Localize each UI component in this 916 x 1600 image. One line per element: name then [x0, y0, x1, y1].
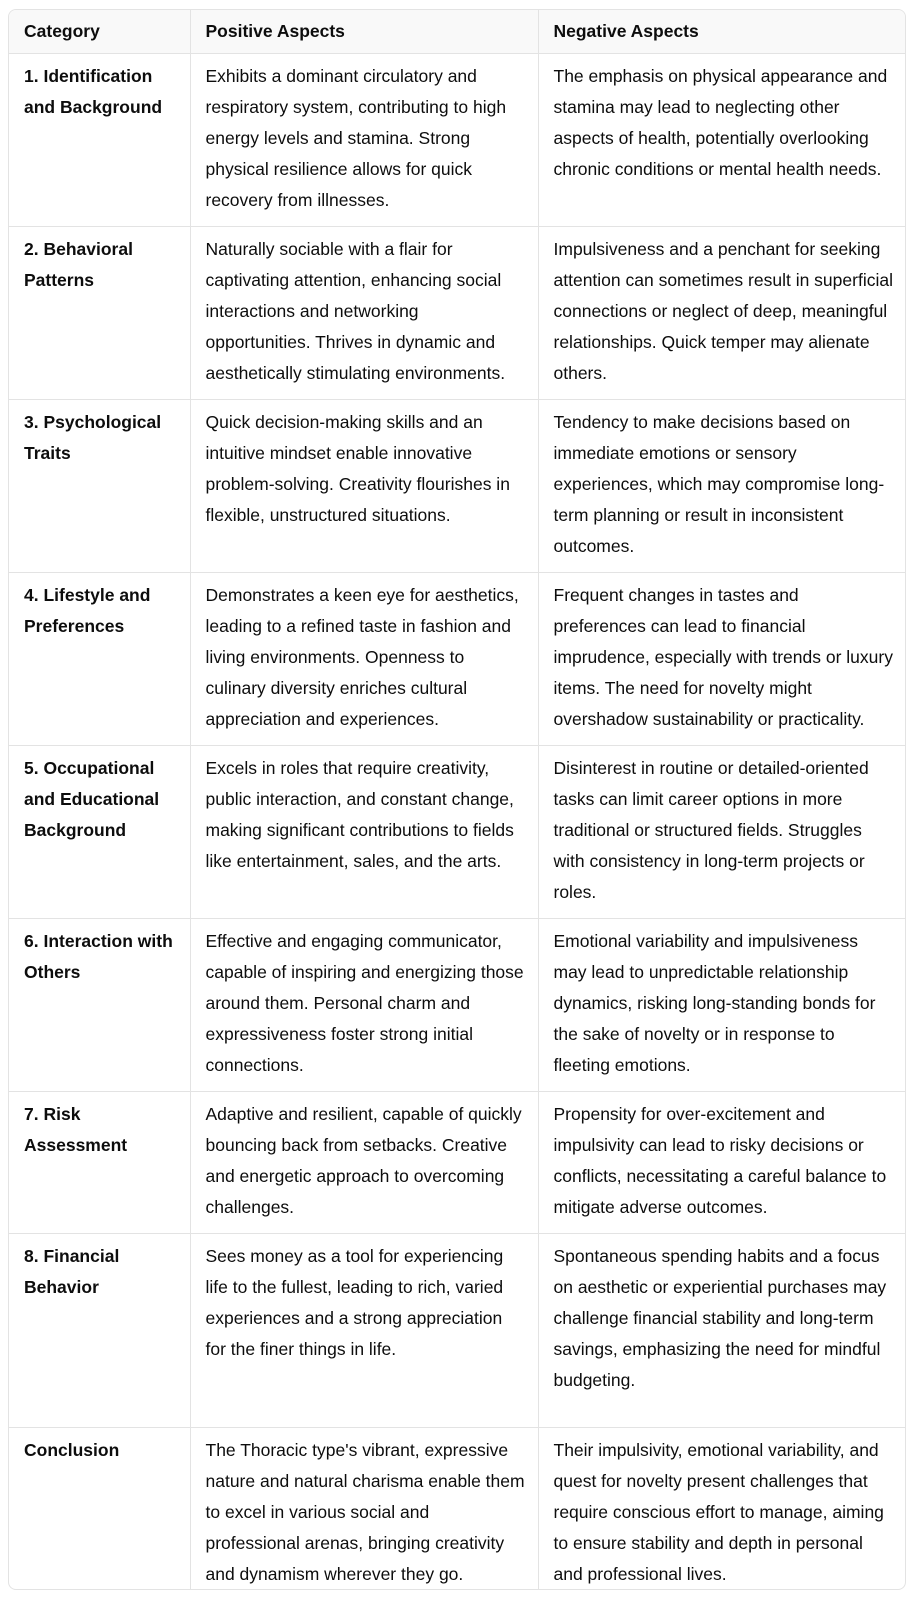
row-positive: Naturally sociable with a flair for captivating attention, enhancing social interactions and networking opportunities. Thrives in dynamic and aesthetically stimulating environments.: [190, 226, 538, 399]
row-category: 8. Financial Behavior: [9, 1233, 190, 1427]
row-negative: Their impulsivity, emotional variability, and quest for novelty present challenges that require conscious effort to manage, aiming to ensure stability and depth in personal and professional lives.: [538, 1427, 905, 1590]
row-positive: Effective and engaging communicator, capable of inspiring and energizing those around them. Personal charm and expressiveness foster strong initial connections.: [190, 918, 538, 1091]
header-negative-aspects: Negative Aspects: [538, 10, 905, 53]
table-row: [9, 572, 905, 745]
row-negative: The emphasis on physical appearance and stamina may lead to neglecting other aspects of health, potentially overlooking chronic conditions or mental health needs.: [538, 53, 905, 226]
table-header: [9, 10, 905, 53]
row-positive: Excels in roles that require creativity, public interaction, and constant change, making significant contributions to fields like entertainment, sales, and the arts.: [190, 745, 538, 918]
comparison-table: [9, 10, 905, 1590]
row-category: 3. Psychological Traits: [9, 399, 190, 572]
row-negative: Frequent changes in tastes and preferences can lead to financial imprudence, especially with trends or luxury items. The need for novelty might overshadow sustainability or practicality.: [538, 572, 905, 745]
table-body: [9, 53, 905, 1590]
row-positive: Demonstrates a keen eye for aesthetics, leading to a refined taste in fashion and living environments. Openness to culinary diversity enriches cultural appreciation and experiences.: [190, 572, 538, 745]
row-negative: Tendency to make decisions based on immediate emotions or sensory experiences, which may compromise long-term planning or result in inconsistent outcomes.: [538, 399, 905, 572]
row-positive: Quick decision-making skills and an intuitive mindset enable innovative problem-solving. Creativity flourishes in flexible, unstructured situations.: [190, 399, 538, 572]
row-category: 1. Identification and Background: [9, 53, 190, 226]
row-positive: Exhibits a dominant circulatory and respiratory system, contributing to high energy levels and stamina. Strong physical resilience allows for quick recovery from illnesses.: [190, 53, 538, 226]
table-row: [9, 1233, 905, 1427]
row-category: 4. Lifestyle and Preferences: [9, 572, 190, 745]
row-negative: Impulsiveness and a penchant for seeking attention can sometimes result in superficial connections or neglect of deep, meaningful relationships. Quick temper may alienate others.: [538, 226, 905, 399]
comparison-table-container: [8, 9, 906, 1590]
table-row: [9, 745, 905, 918]
row-negative: Spontaneous spending habits and a focus on aesthetic or experiential purchases may challenge financial stability and long-term savings, emphasizing the need for mindful budgeting.: [538, 1233, 905, 1427]
row-negative: Emotional variability and impulsiveness may lead to unpredictable relationship dynamics, risking long-standing bonds for the sake of novelty or in response to fleeting emotions.: [538, 918, 905, 1091]
table-row: [9, 1427, 905, 1590]
header-positive-aspects: Positive Aspects: [190, 10, 538, 53]
row-negative: Propensity for over-excitement and impulsivity can lead to risky decisions or conflicts, necessitating a careful balance to mitigate adverse outcomes.: [538, 1091, 905, 1233]
header-row: [9, 10, 905, 53]
table-row: [9, 399, 905, 572]
table-row: [9, 226, 905, 399]
row-positive: The Thoracic type's vibrant, expressive nature and natural charisma enable them to excel in various social and professional arenas, bringing creativity and dynamism wherever they go.: [190, 1427, 538, 1590]
row-positive: Adaptive and resilient, capable of quickly bouncing back from setbacks. Creative and energetic approach to overcoming challenges.: [190, 1091, 538, 1233]
row-positive: Sees money as a tool for experiencing life to the fullest, leading to rich, varied experiences and a strong appreciation for the finer things in life.: [190, 1233, 538, 1427]
row-category: Conclusion: [24, 1439, 120, 1460]
row-negative: Disinterest in routine or detailed-oriented tasks can limit career options in more traditional or structured fields. Struggles with consistency in long-term projects or roles.: [538, 745, 905, 918]
header-category: Category: [9, 10, 190, 53]
row-category: 2. Behavioral Patterns: [9, 226, 190, 399]
row-category: 5. Occupational and Educational Background: [9, 745, 190, 918]
table-row: [9, 53, 905, 226]
row-category: 6. Interaction with Others: [9, 918, 190, 1091]
row-category: 7. Risk Assessment: [9, 1091, 190, 1233]
table-row: [9, 1091, 905, 1233]
table-row: [9, 918, 905, 1091]
